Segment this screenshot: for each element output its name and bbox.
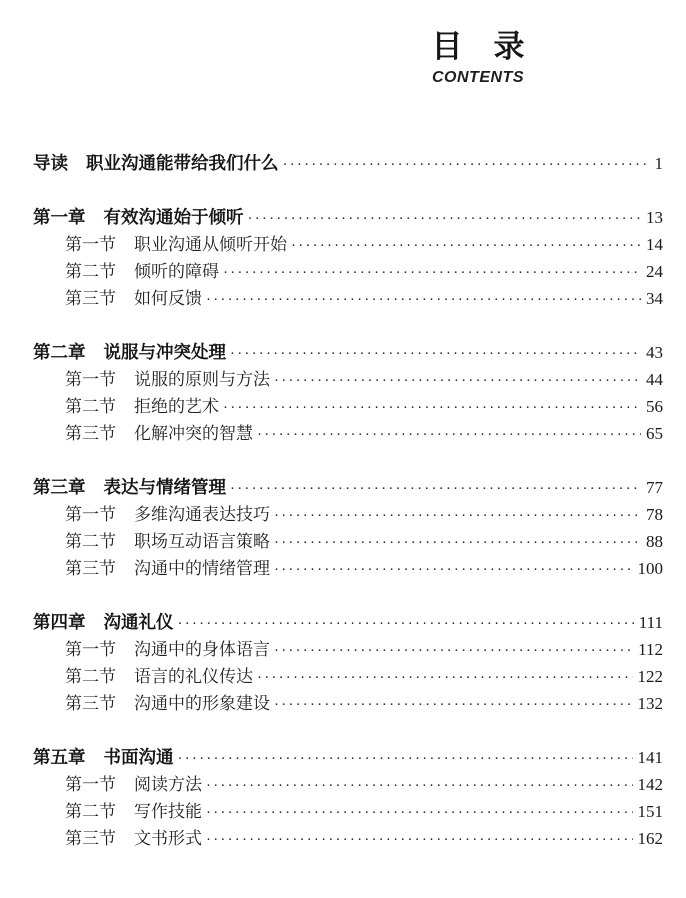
entry-title: 表达与情绪管理	[103, 477, 226, 497]
dot-leader	[274, 692, 633, 719]
entry-page-number: 100	[637, 559, 663, 578]
toc-entry-chapter-2	[33, 339, 663, 366]
entry-page-number: 151	[637, 802, 663, 821]
entry-title: 阅读方法	[134, 775, 202, 794]
toc-entry-section-5-3	[33, 825, 663, 852]
entry-page-number: 111	[638, 613, 663, 632]
entry-title: 写作技能	[134, 802, 202, 821]
dot-leader	[178, 746, 633, 773]
entry-label: 第一节	[65, 775, 116, 794]
chapter-group-4	[33, 609, 663, 717]
dot-leader	[206, 800, 633, 827]
entry-label: 第二章	[33, 342, 86, 362]
entry-page-number: 24	[646, 262, 663, 281]
page-subtitle: CONTENTS	[432, 69, 524, 87]
dot-leader	[274, 557, 633, 584]
entry-page-number: 14	[646, 235, 663, 254]
toc-entry-section-4-1	[33, 636, 663, 663]
entry-page-number: 112	[638, 640, 663, 659]
entry-label: 第三节	[65, 289, 116, 308]
toc-entry-chapter-1	[33, 204, 663, 231]
entry-page-number: 141	[637, 748, 663, 767]
toc-entry-section-3-3	[33, 555, 663, 582]
entry-label: 第一节	[65, 505, 116, 524]
toc-entry-section-4-3	[33, 690, 663, 717]
entry-label: 第二节	[65, 802, 116, 821]
toc-list	[33, 150, 663, 852]
entry-label: 导读	[33, 153, 68, 173]
entry-page-number: 122	[637, 667, 663, 686]
dot-leader	[223, 260, 641, 287]
entry-page-number: 88	[646, 532, 663, 551]
entry-title: 说服的原则与方法	[134, 370, 270, 389]
chapter-group-5	[33, 744, 663, 852]
dot-leader	[274, 638, 633, 665]
entry-title: 拒绝的艺术	[134, 397, 219, 416]
dot-leader	[274, 368, 641, 395]
entry-title: 职业沟通能带给我们什么	[86, 153, 279, 173]
entry-title: 沟通中的形象建设	[134, 694, 270, 713]
chapter-group-2	[33, 339, 663, 447]
dot-leader	[248, 206, 642, 233]
dot-leader	[230, 476, 641, 503]
entry-label: 第一节	[65, 235, 116, 254]
toc-entry-section-5-2	[33, 798, 663, 825]
toc-entry-section-1-2	[33, 258, 663, 285]
entry-title: 语言的礼仪传达	[134, 667, 253, 686]
entry-label: 第二节	[65, 262, 116, 281]
toc-entry-section-1-1	[33, 231, 663, 258]
entry-label: 第二节	[65, 667, 116, 686]
entry-page-number: 13	[646, 208, 663, 227]
entry-label: 第三章	[33, 477, 86, 497]
entry-page-number: 34	[646, 289, 663, 308]
entry-page-number: 65	[646, 424, 663, 443]
entry-label: 第二节	[65, 397, 116, 416]
toc-entry-chapter-4	[33, 609, 663, 636]
entry-title: 文书形式	[134, 829, 202, 848]
entry-label: 第三节	[65, 424, 116, 443]
entry-title: 职业沟通从倾听开始	[134, 235, 287, 254]
entry-page-number: 162	[637, 829, 663, 848]
toc-entry-section-3-2	[33, 528, 663, 555]
dot-leader	[283, 152, 650, 179]
dot-leader	[178, 611, 634, 638]
dot-leader	[206, 827, 633, 854]
dot-leader	[291, 233, 641, 260]
entry-label: 第一章	[33, 207, 86, 227]
entry-label: 第五章	[33, 747, 86, 767]
entry-title: 倾听的障碍	[134, 262, 219, 281]
toc-entry-section-5-1	[33, 771, 663, 798]
entry-page-number: 132	[637, 694, 663, 713]
toc-entry-section-2-2	[33, 393, 663, 420]
dot-leader	[230, 341, 641, 368]
toc-entry-chapter-3	[33, 474, 663, 501]
dot-leader	[257, 422, 641, 449]
entry-page-number: 44	[646, 370, 663, 389]
entry-title: 多维沟通表达技巧	[134, 505, 270, 524]
entry-title: 说服与冲突处理	[103, 342, 226, 362]
entry-label: 第三节	[65, 829, 116, 848]
entry-title: 沟通中的情绪管理	[134, 559, 270, 578]
entry-page-number: 77	[646, 478, 663, 497]
entry-page-number: 1	[654, 154, 663, 173]
entry-title: 化解冲突的智慧	[134, 424, 253, 443]
toc-entry-intro	[33, 150, 663, 177]
page-title: 目 录	[431, 29, 525, 64]
entry-label: 第一节	[65, 370, 116, 389]
entry-page-number: 142	[637, 775, 663, 794]
toc-entry-section-1-3	[33, 285, 663, 312]
entry-page-number: 56	[646, 397, 663, 416]
entry-title: 沟通中的身体语言	[134, 640, 270, 659]
dot-leader	[274, 503, 641, 530]
dot-leader	[257, 665, 633, 692]
dot-leader	[274, 530, 641, 557]
entry-page-number: 43	[646, 343, 663, 362]
entry-label: 第二节	[65, 532, 116, 551]
entry-title: 有效沟通始于倾听	[103, 207, 244, 227]
toc-entry-section-2-3	[33, 420, 663, 447]
chapter-group-3	[33, 474, 663, 582]
entry-title: 职场互动语言策略	[134, 532, 270, 551]
entry-label: 第三节	[65, 559, 116, 578]
entry-label: 第四章	[33, 612, 86, 632]
entry-title: 如何反馈	[134, 289, 202, 308]
toc-entry-section-2-1	[33, 366, 663, 393]
entry-label: 第三节	[65, 694, 116, 713]
dot-leader	[223, 395, 641, 422]
entry-title: 书面沟通	[103, 747, 174, 767]
dot-leader	[206, 773, 633, 800]
entry-title: 沟通礼仪	[103, 612, 174, 632]
toc-entry-section-3-1	[33, 501, 663, 528]
chapter-group-1	[33, 204, 663, 312]
dot-leader	[206, 287, 641, 314]
toc-entry-chapter-5	[33, 744, 663, 771]
entry-page-number: 78	[646, 505, 663, 524]
page-header	[432, 30, 525, 87]
entry-label: 第一节	[65, 640, 116, 659]
toc-entry-section-4-2	[33, 663, 663, 690]
